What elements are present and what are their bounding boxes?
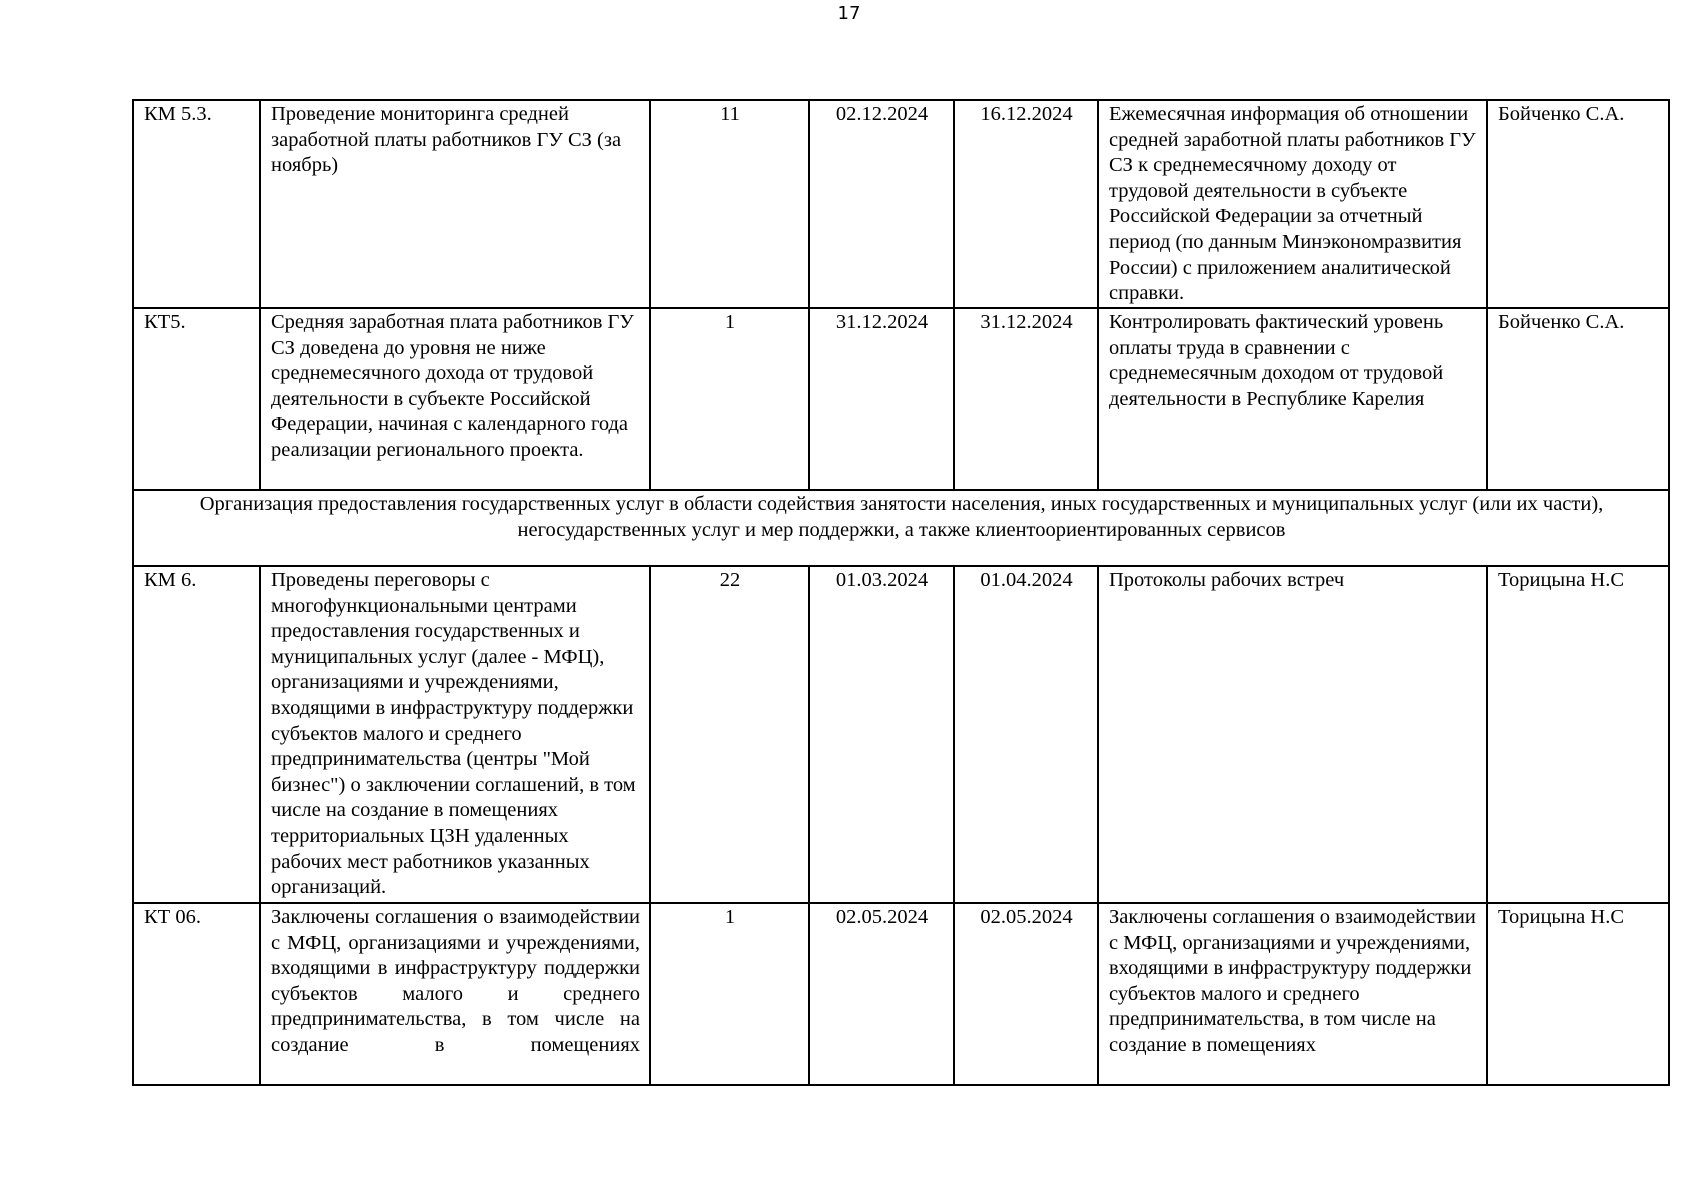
item-count: 1 [650, 903, 809, 1085]
item-count: 22 [650, 566, 809, 903]
item-start-date: 01.03.2024 [809, 566, 954, 903]
item-responsible: Торицына Н.С [1487, 903, 1669, 1085]
item-count: 1 [650, 308, 809, 490]
section-heading: Организация предоставления государственных услуг в области содействия занятости населения, иных государственных и муниципальных услуг (или их части), негосударственных услуг и мер поддержки, а также клиентоориентированных сервисов [133, 490, 1669, 566]
item-code: КМ 6. [133, 566, 260, 903]
item-count: 11 [650, 100, 809, 308]
item-start-date: 02.12.2024 [809, 100, 954, 308]
item-responsible: Бойченко С.А. [1487, 100, 1669, 308]
page-number: 17 [837, 3, 861, 24]
item-end-date: 01.04.2024 [954, 566, 1098, 903]
item-name: Проведение мониторинга средней заработной платы работников ГУ СЗ (за ноябрь) [260, 100, 650, 308]
item-name: Заключены соглашения о взаимодействии с МФЦ, организациями и учреждениями, входящими в инфраструктуру поддержки субъектов малого и среднего предпринимательства, в том числе на создание в помещениях [260, 903, 650, 1085]
item-end-date: 31.12.2024 [954, 308, 1098, 490]
item-responsible: Торицына Н.С [1487, 566, 1669, 903]
table-row [133, 308, 1669, 490]
table-row [133, 566, 1669, 903]
item-name: Средняя заработная плата работников ГУ СЗ доведена до уровня не ниже среднемесячного дохода от трудовой деятельности в субъекте Российской Федерации, начиная с календарного года реализации регионального проекта. [260, 308, 650, 490]
item-code: КТ5. [133, 308, 260, 490]
item-start-date: 31.12.2024 [809, 308, 954, 490]
table-row [133, 100, 1669, 308]
item-end-date: 02.05.2024 [954, 903, 1098, 1085]
plan-table [132, 99, 1670, 1086]
item-code: КТ 06. [133, 903, 260, 1085]
section-row [133, 490, 1669, 566]
item-result: Ежемесячная информация об отношении средней заработной платы работников ГУ СЗ к среднемесячному доходу от трудовой деятельности в субъекте Российской Федерации за отчетный период (по данным Минэкономразвития России) с приложением аналитической справки. [1098, 100, 1487, 308]
item-result: Заключены соглашения о взаимодействии с МФЦ, организациями и учреждениями, входящими в инфраструктуру поддержки субъектов малого и среднего предпринимательства, в том числе на создание в помещениях [1098, 903, 1487, 1085]
item-code: КМ 5.3. [133, 100, 260, 308]
item-responsible: Бойченко С.А. [1487, 308, 1669, 490]
item-end-date: 16.12.2024 [954, 100, 1098, 308]
table-row [133, 903, 1669, 1085]
item-name: Проведены переговоры с многофункциональными центрами предоставления государственных и муниципальных услуг (далее - МФЦ), организациями и учреждениями, входящими в инфраструктуру поддержки субъектов малого и среднего предпринимательства (центры "Мой бизнес") о заключении соглашений, в том числе на создание в помещениях территориальных ЦЗН удаленных рабочих мест работников указанных организаций. [260, 566, 650, 903]
item-result: Контролировать фактический уровень оплаты труда в сравнении с среднемесячным доходом от трудовой деятельности в Республике Карелия [1098, 308, 1487, 490]
item-result: Протоколы рабочих встреч [1098, 566, 1487, 903]
item-start-date: 02.05.2024 [809, 903, 954, 1085]
